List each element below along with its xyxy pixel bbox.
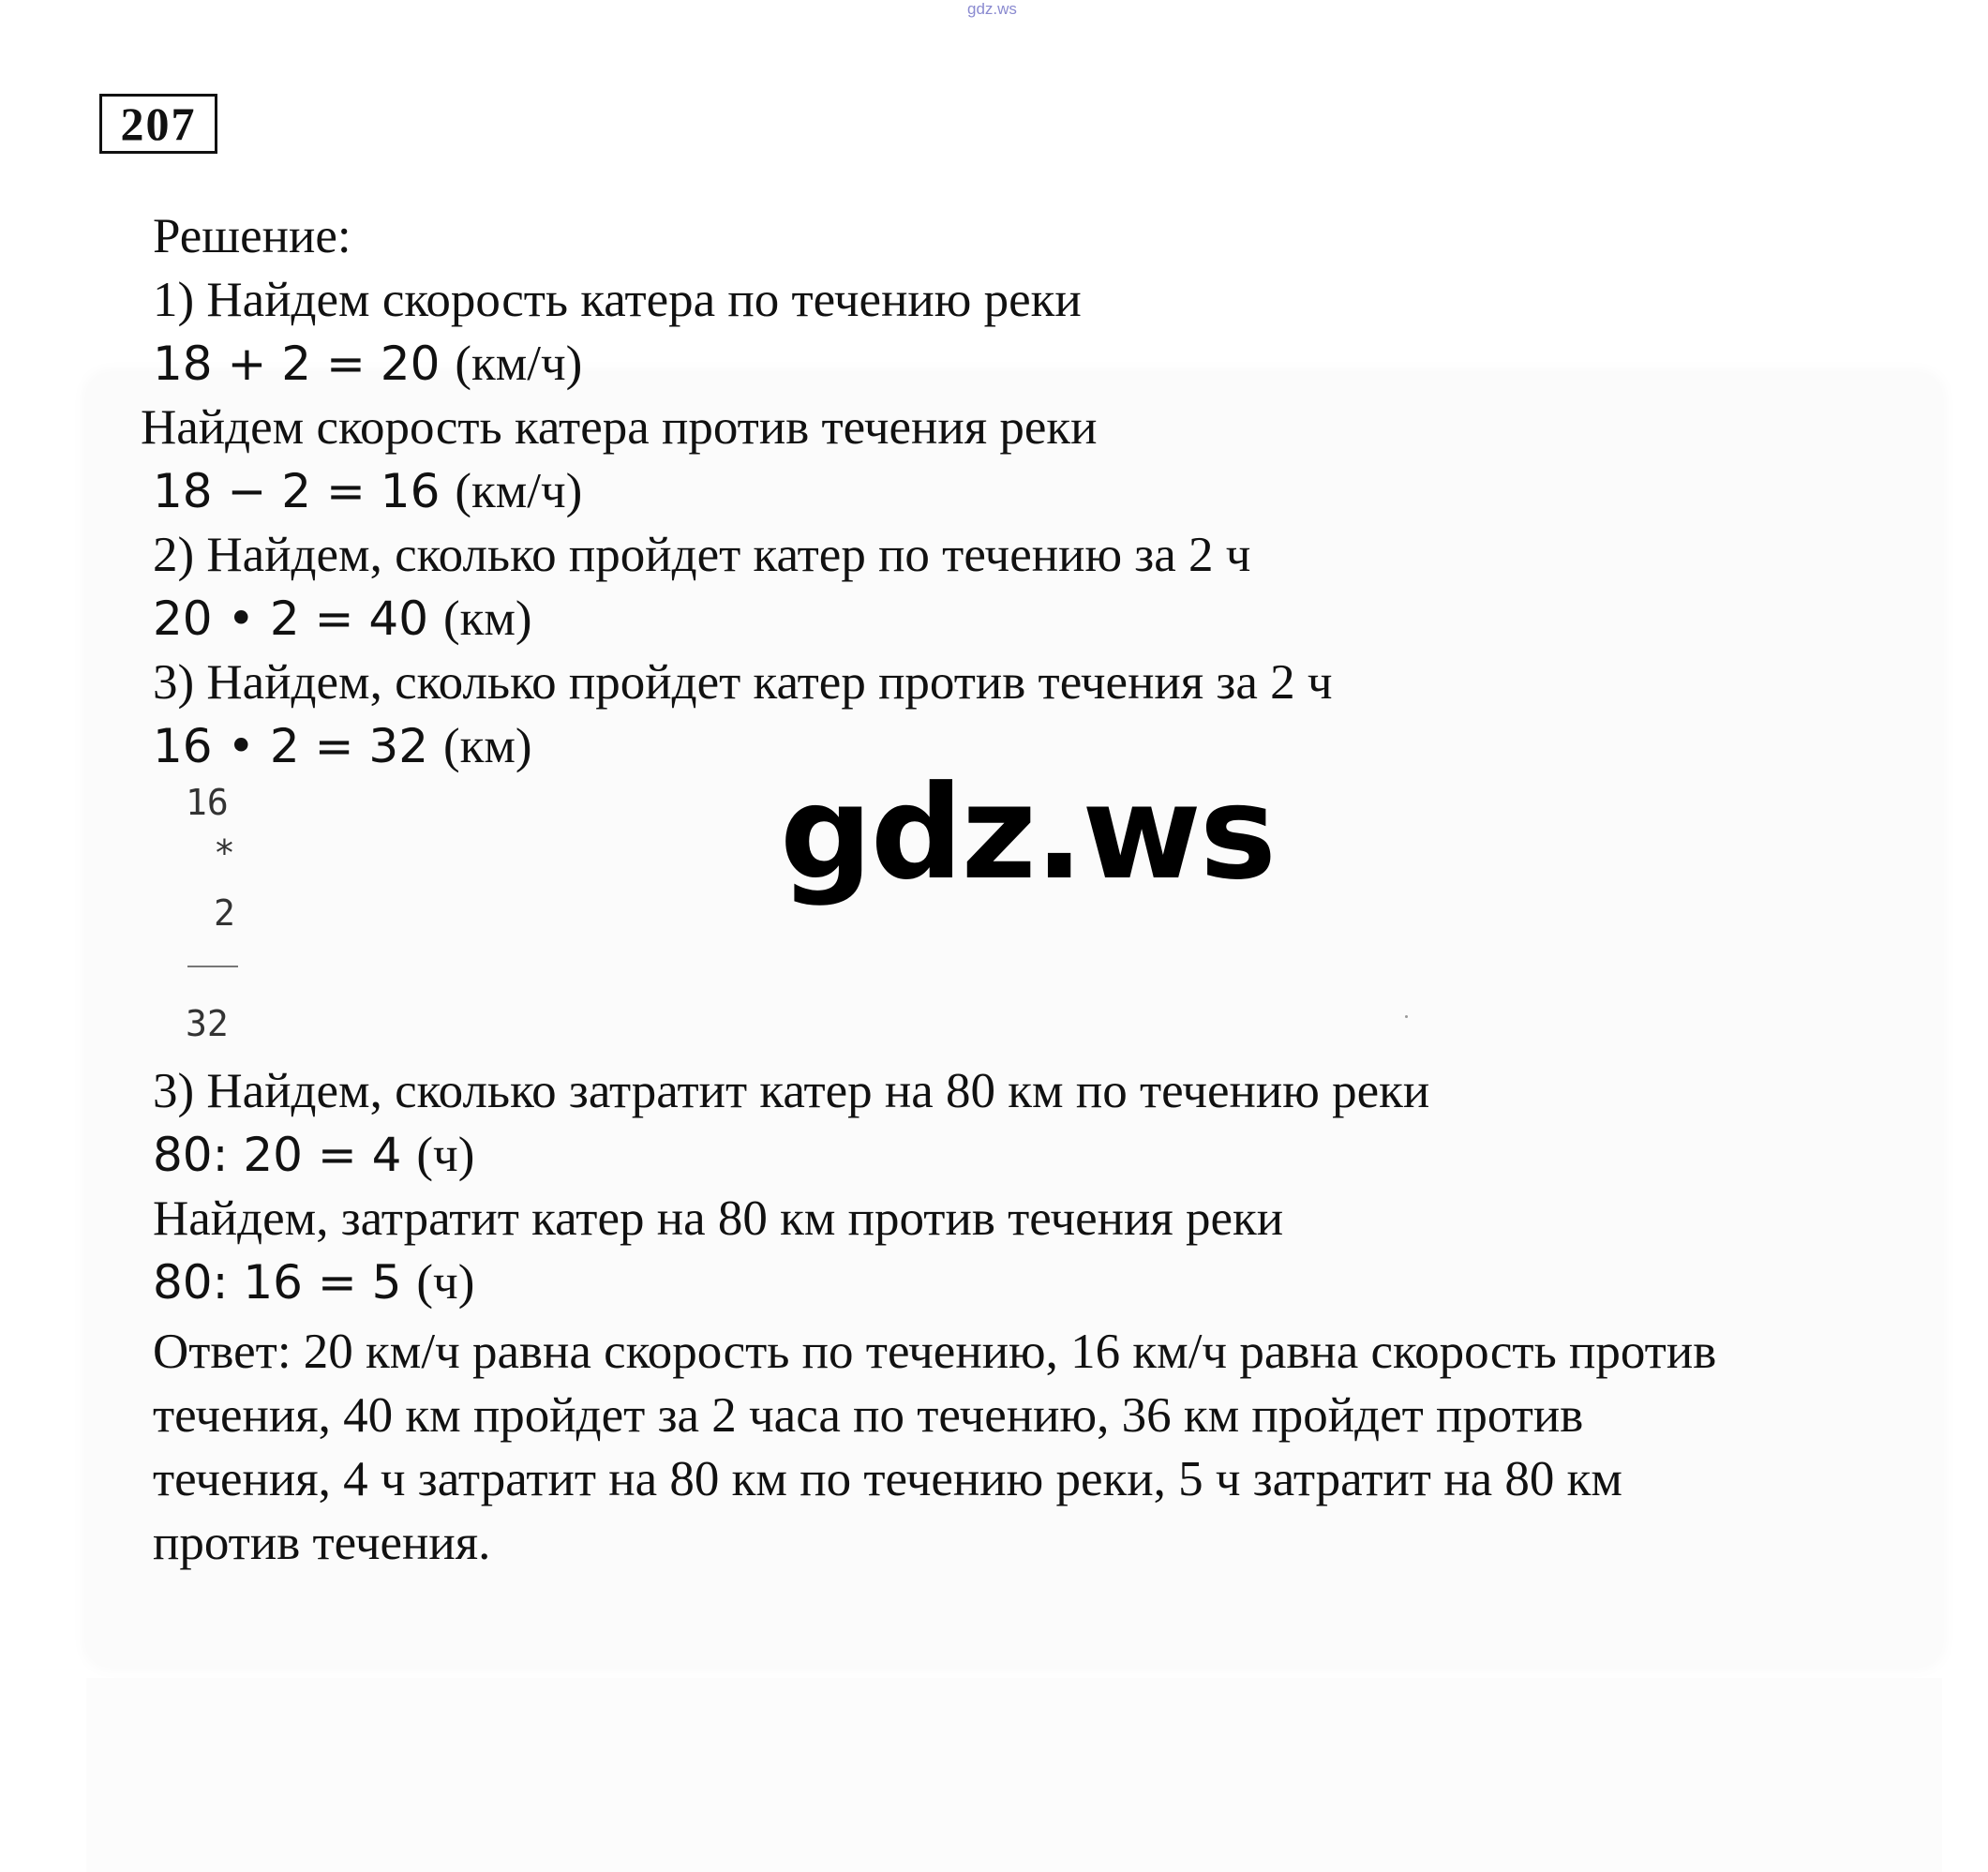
step-3-expression: 16 • 2 = 32 — [153, 719, 429, 773]
step-3-unit: (км) — [442, 719, 532, 773]
top-watermark: gdz.ws — [967, 0, 1017, 18]
answer-line-3: течения, 4 ч затратит на 80 км по течению реки, 5 ч затратит на 80 км — [153, 1452, 1622, 1506]
column-top-number: 16 — [186, 782, 229, 823]
step-1b-text: Найдем скорость катера против течения реки — [141, 400, 1098, 455]
step-2-expression: 20 • 2 = 40 — [153, 592, 429, 646]
step-2-calc — [153, 591, 532, 647]
step-4b-text: Найдем, затратит катер на 80 км против течения реки — [153, 1191, 1284, 1246]
step-1b-expression: 18 − 2 = 16 — [153, 464, 441, 518]
step-4b-calc — [153, 1254, 474, 1310]
step-1-unit: (км/ч) — [455, 337, 583, 391]
step-1b-unit: (км/ч) — [455, 464, 583, 518]
answer-line-2: течения, 40 км пройдет за 2 часа по течению, 36 км пройдет против — [153, 1388, 1584, 1443]
answer-line-1: Ответ: 20 км/ч равна скорость по течению, 16 км/ч равна скорость против — [153, 1325, 1717, 1379]
step-2-text: 2) Найдем, сколько пройдет катер по течению за 2 ч — [153, 528, 1251, 582]
step-4-expression: 80: 20 = 4 — [153, 1128, 402, 1182]
step-4-unit: (ч) — [416, 1128, 475, 1182]
step-4b-expression: 80: 16 = 5 — [153, 1255, 402, 1310]
column-result: 32 — [186, 1003, 229, 1044]
step-2-unit: (км) — [442, 592, 532, 646]
answer-line-4: против течения. — [153, 1516, 491, 1570]
column-operator: * — [214, 832, 235, 874]
step-1b-calc — [153, 463, 582, 519]
step-4-calc — [153, 1127, 474, 1183]
stray-dot — [1405, 1015, 1408, 1018]
column-bottom-number: 2 — [214, 892, 235, 934]
step-3-calc — [153, 718, 532, 774]
solution-label: Решение: — [153, 209, 351, 263]
gdz-logo: gdz.ws — [780, 757, 1275, 908]
step-1-text: 1) Найдем скорость катера по течению реки — [153, 273, 1082, 327]
step-4b-unit: (ч) — [416, 1255, 475, 1310]
task-number-box: 207 — [99, 94, 217, 154]
step-1-expression: 18 + 2 = 20 — [153, 337, 441, 391]
background-panel-lower — [86, 1678, 1942, 1872]
step-3-text: 3) Найдем, сколько пройдет катер против течения за 2 ч — [153, 655, 1333, 710]
step-4-text: 3) Найдем, сколько затратит катер на 80 км по течению реки — [153, 1064, 1430, 1118]
step-1-calc — [153, 336, 582, 392]
column-rule — [187, 966, 238, 967]
